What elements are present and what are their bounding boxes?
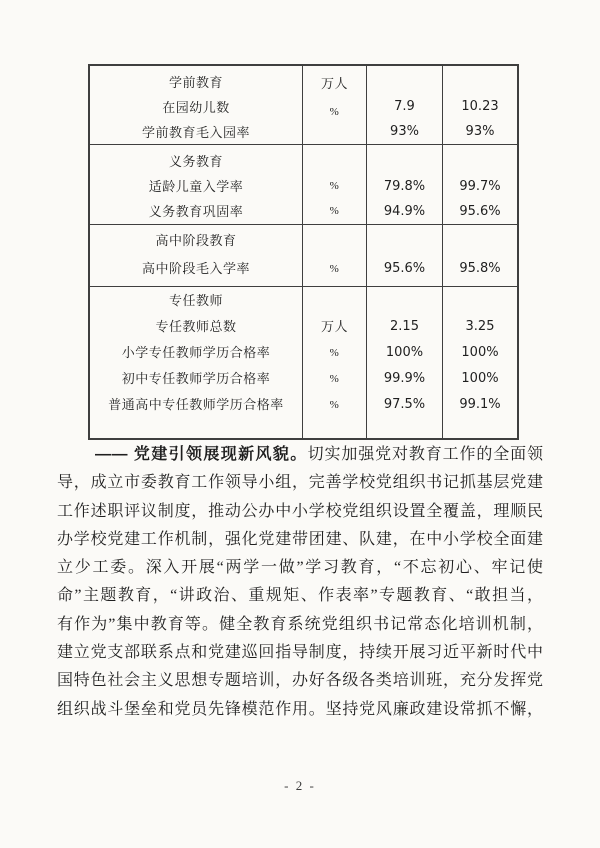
cell-value: 100% — [461, 345, 499, 360]
row-label: 学前教育毛入园率 — [141, 125, 250, 140]
paragraph-line — [57, 441, 543, 469]
education-stats-table — [88, 64, 519, 440]
unit-value: % — [329, 399, 340, 411]
paragraph-line: 建立党支部联系点和党建巡回指导制度，持续开展习近平新时代中 — [57, 644, 543, 662]
unit-value: % — [329, 106, 340, 118]
paragraph-line: 导，成立市委教育工作领导小组，完善学校党组织书记抓基层党建 — [57, 474, 543, 492]
paragraph-lead-rest: 切实加强党对教育工作的全面领 — [307, 446, 543, 463]
row-label: 义务教育巩固率 — [148, 204, 244, 219]
category-header: 学前教育 — [168, 75, 223, 90]
cell-value: 99.7% — [459, 179, 501, 194]
row-label: 专任教师总数 — [155, 319, 237, 334]
table-block-preschool — [90, 66, 517, 145]
category-header: 义务教育 — [168, 154, 223, 169]
cell-value: 100% — [385, 345, 424, 360]
table-block-compulsory — [90, 145, 517, 225]
empty-cell — [303, 227, 366, 255]
empty-cell — [443, 70, 517, 94]
cell-value: 95.6% — [383, 261, 426, 276]
unit-value: % — [329, 263, 340, 275]
unit-column — [303, 225, 367, 286]
unit-value: 万人 — [320, 76, 348, 91]
table-block-highschool — [90, 225, 517, 287]
value-column-1 — [367, 66, 443, 144]
empty-cell — [443, 288, 517, 314]
value-column-2 — [443, 66, 517, 144]
value-column-1 — [367, 145, 443, 224]
unit-column — [303, 66, 367, 144]
row-label: 小学专任教师学历合格率 — [121, 345, 271, 360]
category-header: 专任教师 — [168, 293, 223, 308]
row-label: 初中专任教师学历合格率 — [121, 371, 271, 386]
unit-column — [303, 145, 367, 224]
unit-column — [303, 287, 367, 438]
unit-value: % — [329, 373, 340, 385]
body-paragraph — [57, 441, 543, 724]
row-label: 高中阶段毛入学率 — [141, 261, 250, 276]
label-column — [90, 66, 303, 144]
cell-value: 99.9% — [383, 371, 426, 386]
table-block-teachers — [90, 287, 517, 438]
value-column-2 — [443, 225, 517, 286]
label-column — [90, 145, 303, 224]
cell-value: 100% — [461, 371, 499, 386]
value-column-2 — [443, 287, 517, 438]
empty-cell — [443, 149, 517, 174]
paragraph-line: 有作为”集中教育等。健全教育系统党组织书记常态化培训机制， — [57, 615, 543, 633]
cell-value: 95.6% — [459, 204, 501, 219]
empty-cell — [303, 288, 366, 314]
cell-value: 97.5% — [383, 397, 426, 412]
empty-cell — [443, 227, 517, 255]
value-column-1 — [367, 225, 443, 286]
unit-value: % — [329, 347, 340, 359]
empty-cell — [303, 149, 366, 174]
row-label: 在园幼儿数 — [162, 100, 230, 115]
cell-value: 10.23 — [461, 99, 499, 114]
empty-cell — [367, 70, 442, 94]
cell-value: 7.9 — [394, 99, 415, 114]
unit-value: % — [329, 205, 340, 217]
paragraph-lead-title: —— 党建引领展现新风貌。 — [95, 446, 308, 463]
value-column-1 — [367, 287, 443, 438]
paragraph-line: 国特色社会主义思想专题培训，办好各级各类培训班，充分发挥党 — [57, 672, 543, 690]
paragraph-line: 立少工委。深入开展“两学一做”学习教育，“不忘初心、牢记使 — [57, 559, 543, 577]
label-column — [90, 287, 303, 438]
paragraph-line: 办学校党建工作机制，强化党建带团建、队建，在中小学校全面建 — [57, 530, 543, 548]
unit-value: % — [329, 180, 340, 192]
paragraph-line: 命”主题教育，“讲政治、重规矩、作表率”专题教育、“敢担当， — [57, 587, 543, 605]
cell-value: 95.8% — [459, 261, 501, 276]
paragraph-line: 工作述职评议制度，推动公办中小学校党组织设置全覆盖，理顺民 — [57, 502, 543, 520]
page-number: - 2 - — [284, 778, 316, 793]
cell-value: 99.1% — [459, 397, 501, 412]
cell-value: 3.25 — [465, 319, 495, 334]
empty-cell — [367, 149, 442, 174]
cell-value: 79.8% — [383, 179, 426, 194]
row-label: 适龄儿童入学率 — [148, 179, 244, 194]
unit-value: 万人 — [320, 319, 348, 334]
empty-cell — [367, 288, 442, 314]
value-column-2 — [443, 145, 517, 224]
cell-value: 93% — [465, 124, 495, 139]
cell-value: 2.15 — [390, 319, 419, 334]
paragraph-line: 组织战斗堡垒和党员先锋模范作用。坚持党风廉政建设常抓不懈， — [57, 700, 543, 718]
cell-value: 94.9% — [383, 204, 426, 219]
row-label: 普通高中专任教师学历合格率 — [108, 397, 284, 412]
empty-cell — [367, 227, 442, 255]
cell-value: 93% — [390, 124, 419, 139]
label-column — [90, 225, 303, 286]
category-header: 高中阶段教育 — [155, 233, 237, 248]
